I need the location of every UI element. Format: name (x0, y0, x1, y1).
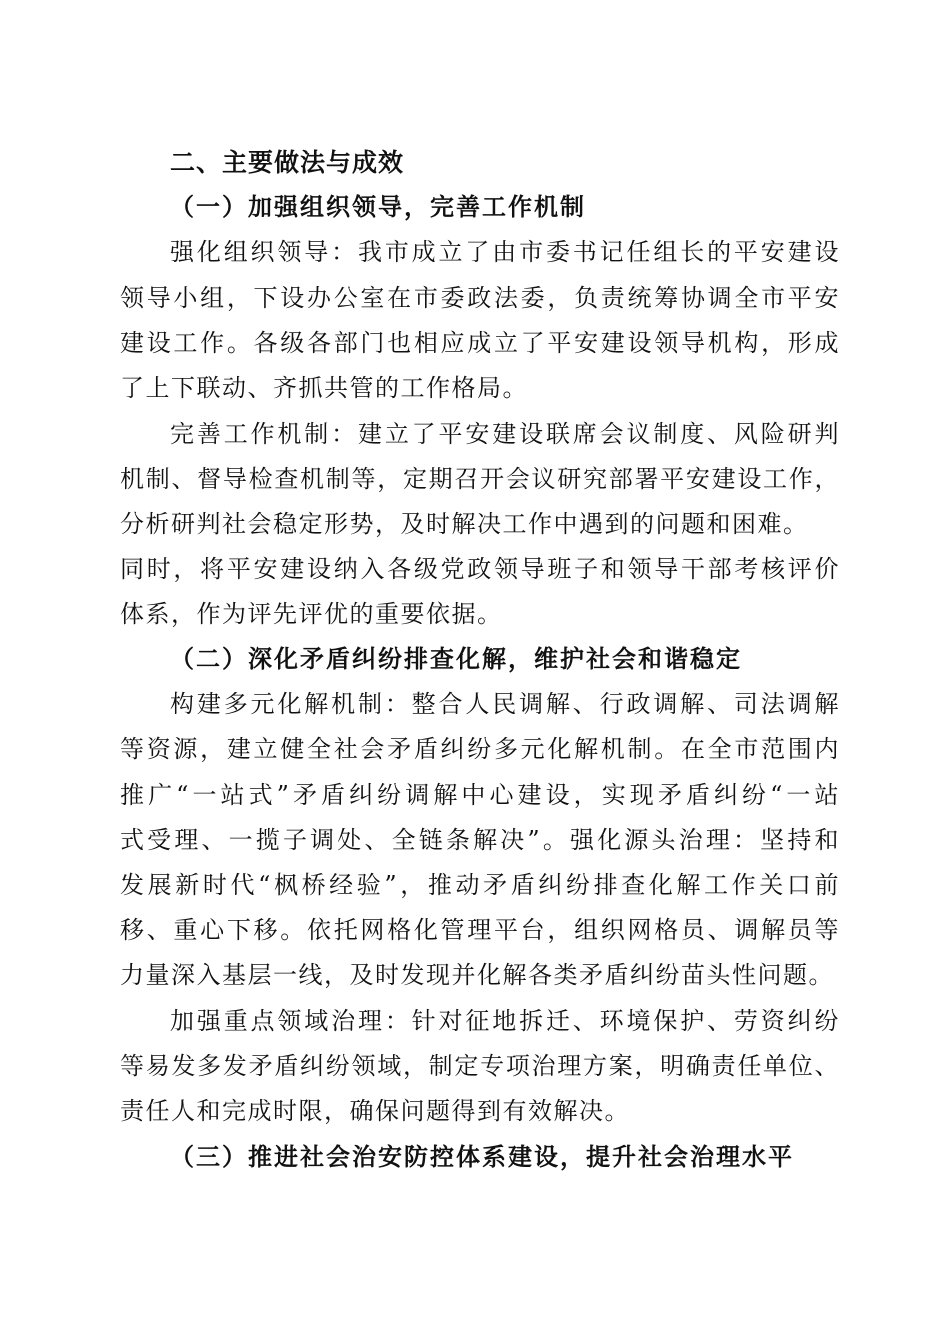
paragraph-line: 体系，作为评先评优的重要依据。 (120, 600, 503, 628)
section-heading: 二、主要做法与成效 (170, 148, 405, 177)
paragraph-line: 责任人和完成时限，确保问题得到有效解决。 (120, 1097, 630, 1125)
paragraph-line: 完善工作机制：建立了平安建设联席会议制度、风险研判 (170, 420, 840, 448)
paragraph-line: 构建多元化解机制：整合人民调解、行政调解、司法调解 (170, 690, 840, 718)
paragraph-line: 强化组织领导：我市成立了由市委书记任组长的平安建设 (170, 238, 840, 266)
paragraph-line: 领导小组，下设办公室在市委政法委，负责统筹协调全市平安 (120, 284, 840, 312)
subsection-title-1: （一）加强组织领导，完善工作机制 (170, 192, 586, 221)
paragraph-line: 同时，将平安建设纳入各级党政领导班子和领导干部考核评价 (120, 555, 840, 583)
paragraph-line: 分析研判社会稳定形势，及时解决工作中遇到的问题和困难。 (120, 510, 809, 538)
paragraph-line: 等易发多发矛盾纠纷领域，制定专项治理方案，明确责任单位、 (120, 1052, 840, 1080)
paragraph-line: 机制、督导检查机制等，定期召开会议研究部署平安建设工作， (120, 465, 840, 493)
paragraph-line: 建设工作。各级各部门也相应成立了平安建设领导机构，形成 (120, 329, 840, 357)
paragraph-line: 推广“一站式”矛盾纠纷调解中心建设，实现矛盾纠纷“一站 (120, 781, 840, 809)
paragraph-line: 力量深入基层一线，及时发现并化解各类矛盾纠纷苗头性问题。 (120, 961, 834, 989)
subsection-title-3: （三）推进社会治安防控体系建设，提升社会治理水平 (170, 1142, 794, 1171)
paragraph-line: 移、重心下移。依托网格化管理平台，组织网格员、调解员等 (120, 916, 840, 944)
paragraph-line: 等资源，建立健全社会矛盾纠纷多元化解机制。在全市范围内 (120, 735, 840, 763)
paragraph-line: 发展新时代“枫桥经验”，推动矛盾纠纷排查化解工作关口前 (120, 871, 840, 899)
subsection-title-2: （二）深化矛盾纠纷排查化解，维护社会和谐稳定 (170, 644, 742, 673)
paragraph-line: 式受理、一揽子调处、全链条解决”。强化源头治理：坚持和 (120, 826, 840, 854)
paragraph-line: 了上下联动、齐抓共管的工作格局。 (120, 374, 528, 402)
paragraph-line: 加强重点领域治理：针对征地拆迁、环境保护、劳资纠纷 (170, 1007, 840, 1035)
